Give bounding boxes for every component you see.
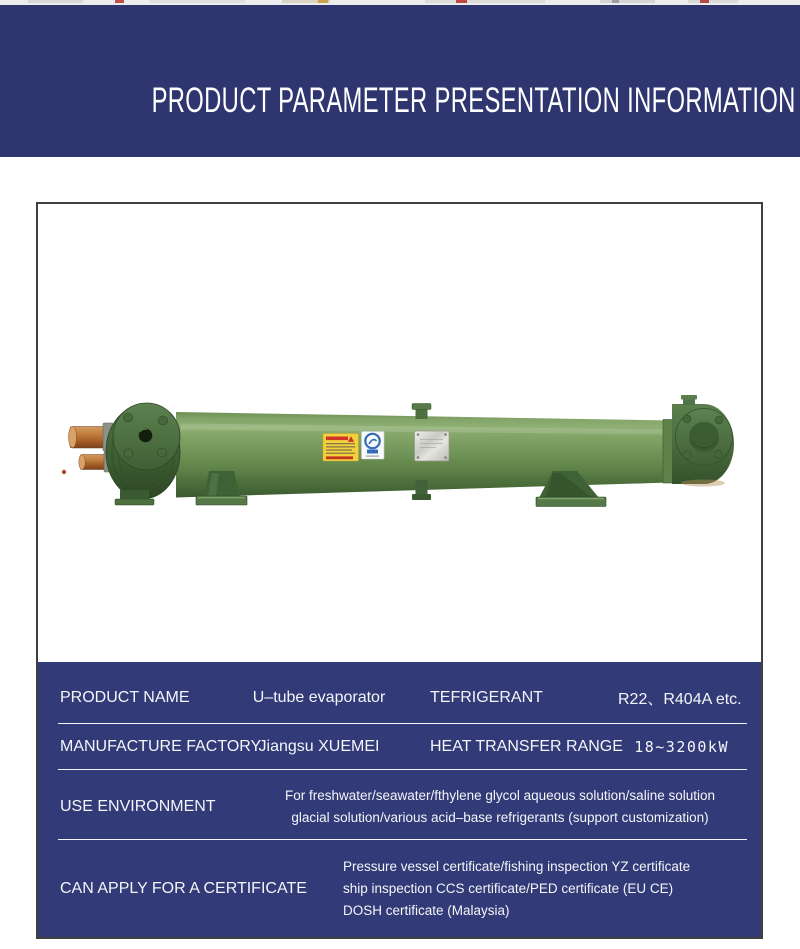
- copper-pipe-bottom: [62, 452, 113, 475]
- refrigerant-value: R22、R404A etc.: [618, 691, 742, 708]
- table-row: [38, 770, 761, 839]
- decoration-fragment: [150, 0, 245, 3]
- refrigerant-label: TEFRIGERANT: [430, 688, 543, 706]
- spec-table: [38, 662, 761, 937]
- certificate-value: [343, 856, 690, 922]
- page-title: PRODUCT PARAMETER PRESENTATION INFORMATION: [151, 81, 796, 120]
- nameplate: [415, 431, 450, 461]
- heat-transfer-range-value: 18~3200kW: [634, 737, 729, 756]
- product-name-value: U–tube evaporator: [252, 688, 386, 706]
- red-speck: [62, 470, 66, 474]
- decoration-fragment: [115, 0, 124, 3]
- certificate-line-2: ship inspection CCS certificate/PED certificate (EU CE): [343, 880, 674, 896]
- table-row: [38, 840, 761, 937]
- manufacture-factory-label: MANUFACTURE FACTORY: [60, 737, 262, 755]
- decoration-fragment: [456, 0, 467, 3]
- decoration-fragment: [612, 0, 619, 3]
- certificate-line-3: DOSH certificate (Malaysia): [343, 902, 510, 918]
- table-row: [38, 662, 761, 723]
- decoration-fragment: [425, 0, 545, 3]
- product-panel: [36, 202, 763, 939]
- certificate-label: CAN APPLY FOR A CERTIFICATE: [60, 879, 307, 897]
- use-environment-label: USE ENVIRONMENT: [60, 798, 216, 815]
- inspection-sticker: [362, 432, 385, 460]
- decoration-fragment: [688, 0, 738, 3]
- heat-transfer-range-label: HEAT TRANSFER RANGE: [430, 737, 623, 755]
- decoration-fragment: [318, 0, 328, 3]
- header-band: [0, 5, 800, 157]
- certificate-line-1: Pressure vessel certificate/fishing inspection YZ certificate: [343, 858, 691, 874]
- use-environment-line-1: For freshwater/seawater/fthylene glycol aqueous solution/saline solution: [285, 788, 715, 803]
- decoration-fragment: [28, 0, 83, 3]
- manufacture-factory-value: Jiangsu XUEMEI: [258, 737, 380, 755]
- left-head: [106, 403, 180, 505]
- use-environment-line-2: glacial solution/various acid–base refrigerants (support customization): [291, 810, 709, 825]
- use-environment-value: [243, 785, 761, 829]
- right-head: [672, 395, 734, 487]
- decoration-fragment: [600, 0, 655, 3]
- decoration-fragment: [700, 0, 709, 3]
- table-row: [38, 724, 761, 769]
- evaporator-product-photo: [38, 204, 761, 662]
- warning-label: [323, 434, 359, 462]
- product-name-label: PRODUCT NAME: [60, 688, 190, 706]
